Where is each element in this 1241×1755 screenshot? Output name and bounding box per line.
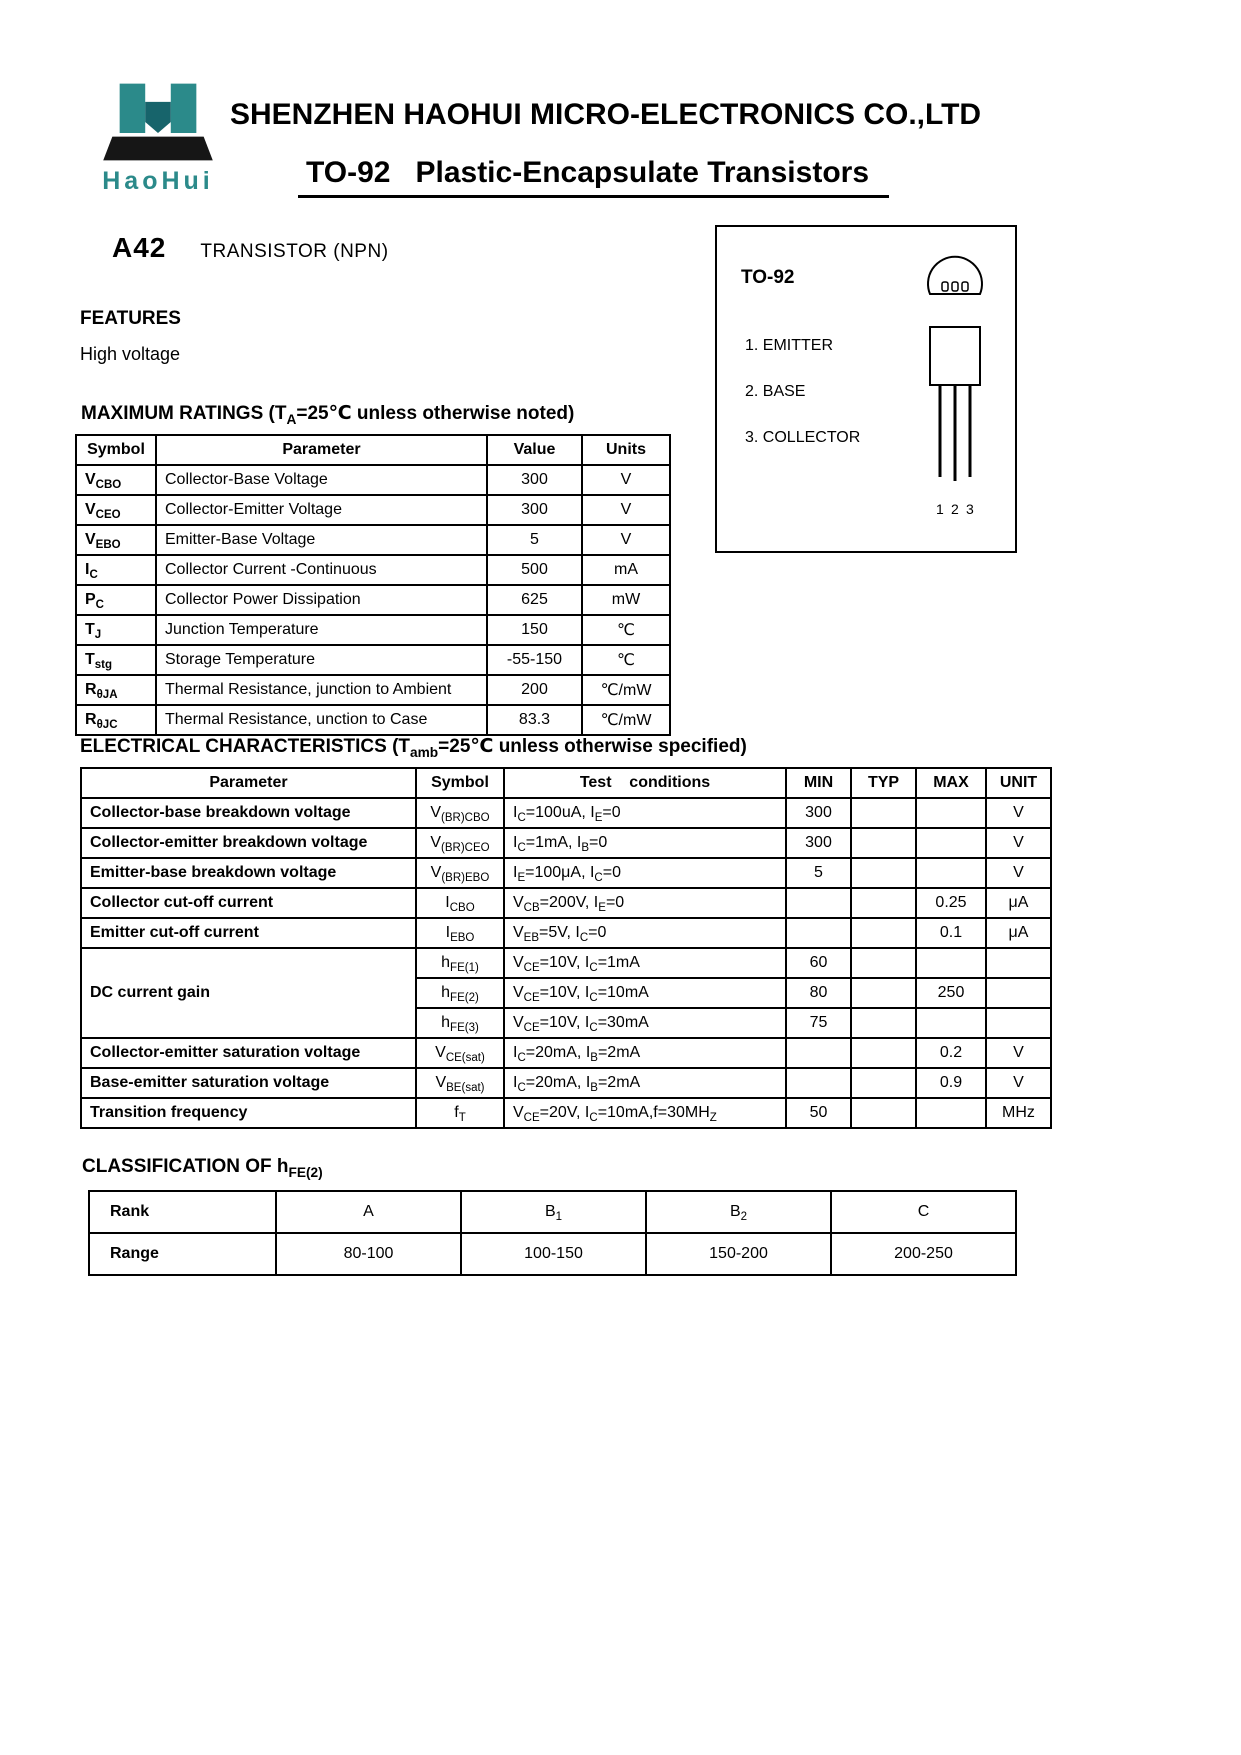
to92-outline-icon bbox=[903, 249, 1003, 499]
unit-cell: V bbox=[986, 1038, 1051, 1068]
table-row bbox=[76, 615, 670, 645]
parameter-cell: Thermal Resistance, junction to Ambient bbox=[156, 675, 487, 705]
features-section bbox=[80, 308, 181, 365]
unit-cell: V bbox=[986, 1068, 1051, 1098]
parameter-cell: Storage Temperature bbox=[156, 645, 487, 675]
package-outline-box bbox=[715, 225, 1017, 553]
symbol-cell: $T_J$ bbox=[76, 615, 156, 645]
parameter-cell: Collector-base breakdown voltage bbox=[81, 798, 416, 828]
typ-cell bbox=[851, 948, 916, 978]
pin-list bbox=[745, 337, 860, 475]
range-label-cell: Range bbox=[89, 1233, 276, 1275]
typ-cell bbox=[851, 888, 916, 918]
conditions-cell: $I_C=20mA$, $I_B=2mA$ bbox=[504, 1038, 786, 1068]
value-cell: 625 bbox=[487, 585, 582, 615]
min-cell: 300 bbox=[786, 798, 851, 828]
typ-cell bbox=[851, 828, 916, 858]
pin-item-base: 2. BASE bbox=[745, 383, 806, 400]
parameter-cell: Emitter-Base Voltage bbox=[156, 525, 487, 555]
rank-label-cell: Rank bbox=[89, 1191, 276, 1233]
min-cell bbox=[786, 1068, 851, 1098]
min-cell: 50 bbox=[786, 1098, 851, 1128]
rank-cell: C bbox=[831, 1191, 1016, 1233]
parameter-cell: Thermal Resistance, unction to Case bbox=[156, 705, 487, 735]
electrical-characteristics-title: ELECTRICAL CHARACTERISTICS ($T_{amb}=25℃$ unless otherwise specified) bbox=[80, 736, 747, 760]
parameter-cell: Collector-emitter saturation voltage bbox=[81, 1038, 416, 1068]
table-row bbox=[76, 495, 670, 525]
symbol-cell: $T_{stg}$ bbox=[76, 645, 156, 675]
table-row bbox=[76, 525, 670, 555]
value-cell: -55-150 bbox=[487, 645, 582, 675]
value-cell: 200 bbox=[487, 675, 582, 705]
typ-cell bbox=[851, 798, 916, 828]
table-row bbox=[81, 1038, 1051, 1068]
typ-cell bbox=[851, 978, 916, 1008]
table-header-row bbox=[89, 1191, 1016, 1233]
parameter-cell: Collector Current -Continuous bbox=[156, 555, 487, 585]
conditions-cell: $I_C=20mA$, $I_B=2mA$ bbox=[504, 1068, 786, 1098]
max-cell: 250 bbox=[916, 978, 986, 1008]
parameter-cell: Base-emitter saturation voltage bbox=[81, 1068, 416, 1098]
value-cell: 5 bbox=[487, 525, 582, 555]
typ-cell bbox=[851, 918, 916, 948]
table-row bbox=[81, 798, 1051, 828]
parameter-cell: Collector Power Dissipation bbox=[156, 585, 487, 615]
company-logo bbox=[90, 80, 226, 196]
pin-item-emitter: 1. EMITTER bbox=[745, 337, 834, 354]
part-header bbox=[112, 232, 389, 264]
unit-cell bbox=[986, 1008, 1051, 1038]
table-header-row bbox=[76, 435, 670, 465]
typ-cell bbox=[851, 1098, 916, 1128]
symbol-cell: $V_{(BR)EBO}$ bbox=[416, 858, 504, 888]
unit-cell: V bbox=[986, 858, 1051, 888]
rank-cell: A bbox=[276, 1191, 461, 1233]
electrical-characteristics-table bbox=[80, 767, 1052, 1129]
max-cell bbox=[916, 948, 986, 978]
conditions-cell: $V_{CE}=10V$, $I_C=10mA$ bbox=[504, 978, 786, 1008]
parameter-cell: Collector-Emitter Voltage bbox=[156, 495, 487, 525]
units-cell: ℃/mW bbox=[582, 705, 670, 735]
classification-section bbox=[82, 1156, 1017, 1276]
symbol-cell: $V_{BE(sat)}$ bbox=[416, 1068, 504, 1098]
symbol-cell: $h_{FE(2)}$ bbox=[416, 978, 504, 1008]
units-cell: V bbox=[582, 465, 670, 495]
features-title: FEATURES bbox=[80, 308, 181, 329]
unit-cell: μA bbox=[986, 918, 1051, 948]
classification-title: CLASSIFICATION OF $h_{FE(2)}$ bbox=[82, 1156, 323, 1180]
maximum-ratings-section bbox=[75, 402, 671, 736]
package-name: TO-92 bbox=[741, 267, 795, 288]
units-cell: V bbox=[582, 495, 670, 525]
min-cell: 80 bbox=[786, 978, 851, 1008]
max-cell: 0.25 bbox=[916, 888, 986, 918]
parameter-cell: Collector-emitter breakdown voltage bbox=[81, 828, 416, 858]
units-cell: mW bbox=[582, 585, 670, 615]
column-header-max: MAX bbox=[916, 768, 986, 798]
parameter-cell: Collector-Base Voltage bbox=[156, 465, 487, 495]
conditions-cell: $V_{CE}=10V$, $I_C=30mA$ bbox=[504, 1008, 786, 1038]
unit-cell: V bbox=[986, 828, 1051, 858]
table-row bbox=[76, 645, 670, 675]
typ-cell bbox=[851, 1038, 916, 1068]
haohui-logo-icon bbox=[102, 80, 214, 164]
electrical-characteristics-section bbox=[80, 735, 1052, 1129]
table-row bbox=[89, 1233, 1016, 1275]
unit-cell: V bbox=[986, 798, 1051, 828]
conditions-cell: $I_C=100uA$, $I_E=0$ bbox=[504, 798, 786, 828]
min-cell: 300 bbox=[786, 828, 851, 858]
table-row bbox=[81, 918, 1051, 948]
range-cell: 100-150 bbox=[461, 1233, 646, 1275]
symbol-cell: $f_T$ bbox=[416, 1098, 504, 1128]
symbol-cell: $h_{FE(1)}$ bbox=[416, 948, 504, 978]
unit-cell bbox=[986, 978, 1051, 1008]
symbol-cell: $R_{\theta JA}$ bbox=[76, 675, 156, 705]
column-header-units: Units bbox=[582, 435, 670, 465]
part-type: TRANSISTOR (NPN) bbox=[200, 241, 389, 262]
typ-cell bbox=[851, 858, 916, 888]
range-cell: 200-250 bbox=[831, 1233, 1016, 1275]
table-row bbox=[81, 948, 1051, 978]
table-row bbox=[76, 705, 670, 735]
symbol-cell: $V_{(BR)CBO}$ bbox=[416, 798, 504, 828]
max-cell bbox=[916, 828, 986, 858]
column-header-min: MIN bbox=[786, 768, 851, 798]
units-cell: ℃ bbox=[582, 615, 670, 645]
parameter-cell: Collector cut-off current bbox=[81, 888, 416, 918]
pin-number-1: 1 bbox=[936, 501, 944, 517]
unit-cell: μA bbox=[986, 888, 1051, 918]
max-cell: 0.9 bbox=[916, 1068, 986, 1098]
symbol-cell: $I_{CBO}$ bbox=[416, 888, 504, 918]
max-cell bbox=[916, 1008, 986, 1038]
table-row bbox=[76, 585, 670, 615]
conditions-cell: $V_{CE}=20V$, $I_C=10mA,f=30MH_Z$ bbox=[504, 1098, 786, 1128]
min-cell bbox=[786, 888, 851, 918]
conditions-cell: $V_{EB}=5V$, $I_C=0$ bbox=[504, 918, 786, 948]
pin-number-2: 2 bbox=[951, 501, 959, 517]
min-cell bbox=[786, 918, 851, 948]
min-cell bbox=[786, 1038, 851, 1068]
table-row bbox=[81, 1098, 1051, 1128]
company-name: SHENZHEN HAOHUI MICRO-ELECTRONICS CO.,LTD bbox=[230, 98, 982, 131]
max-cell bbox=[916, 858, 986, 888]
min-cell: 75 bbox=[786, 1008, 851, 1038]
to92-package-drawing bbox=[903, 249, 1003, 545]
value-cell: 300 bbox=[487, 495, 582, 525]
column-header-symbol: Symbol bbox=[76, 435, 156, 465]
symbol-cell: $R_{\theta JC}$ bbox=[76, 705, 156, 735]
maximum-ratings-title: MAXIMUM RATINGS ($T_A=25℃$ unless otherwise noted) bbox=[81, 403, 575, 427]
table-row bbox=[81, 858, 1051, 888]
column-header-parameter: Parameter bbox=[81, 768, 416, 798]
column-header-typ: TYP bbox=[851, 768, 916, 798]
classification-table bbox=[88, 1190, 1017, 1276]
range-cell: 150-200 bbox=[646, 1233, 831, 1275]
typ-cell bbox=[851, 1008, 916, 1038]
table-row bbox=[76, 675, 670, 705]
conditions-cell: $I_C=1mA$, $I_B=0$ bbox=[504, 828, 786, 858]
column-header-value: Value bbox=[487, 435, 582, 465]
pin-number-labels bbox=[903, 501, 1003, 519]
parameter-cell-dc-current-gain: DC current gain bbox=[81, 948, 416, 1038]
rank-cell: $B_1$ bbox=[461, 1191, 646, 1233]
units-cell: V bbox=[582, 525, 670, 555]
table-row bbox=[81, 1068, 1051, 1098]
column-header-symbol: Symbol bbox=[416, 768, 504, 798]
max-cell: 0.1 bbox=[916, 918, 986, 948]
symbol-cell: $P_C$ bbox=[76, 585, 156, 615]
logo-text: HaoHui bbox=[102, 167, 214, 195]
units-cell: ℃/mW bbox=[582, 675, 670, 705]
symbol-cell: $I_C$ bbox=[76, 555, 156, 585]
table-row bbox=[76, 465, 670, 495]
table-row bbox=[81, 888, 1051, 918]
symbol-cell: $V_{CE(sat)}$ bbox=[416, 1038, 504, 1068]
unit-cell: MHz bbox=[986, 1098, 1051, 1128]
symbol-cell: $V_{EBO}$ bbox=[76, 525, 156, 555]
part-number: A42 bbox=[112, 232, 167, 263]
symbol-cell: $V_{CBO}$ bbox=[76, 465, 156, 495]
conditions-cell: $I_E=100\mu A$, $I_C=0$ bbox=[504, 858, 786, 888]
min-cell: 60 bbox=[786, 948, 851, 978]
max-cell: 0.2 bbox=[916, 1038, 986, 1068]
unit-cell bbox=[986, 948, 1051, 978]
conditions-cell: $V_{CE}=10V$, $I_C=1mA$ bbox=[504, 948, 786, 978]
conditions-cell: $V_{CB}=200V$, $I_E=0$ bbox=[504, 888, 786, 918]
maximum-ratings-table bbox=[75, 434, 671, 736]
document-title: TO-92 Plastic-Encapsulate Transistors bbox=[298, 156, 889, 198]
parameter-cell: Emitter-base breakdown voltage bbox=[81, 858, 416, 888]
pin-item-collector: 3. COLLECTOR bbox=[745, 429, 861, 446]
parameter-cell: Junction Temperature bbox=[156, 615, 487, 645]
pin-number-3: 3 bbox=[966, 501, 974, 517]
table-row bbox=[76, 555, 670, 585]
parameter-cell: Emitter cut-off current bbox=[81, 918, 416, 948]
column-header-test-conditions: Test conditions bbox=[504, 768, 786, 798]
max-cell bbox=[916, 1098, 986, 1128]
column-header-unit: UNIT bbox=[986, 768, 1051, 798]
feature-item: High voltage bbox=[80, 344, 181, 364]
units-cell: ℃ bbox=[582, 645, 670, 675]
value-cell: 500 bbox=[487, 555, 582, 585]
symbol-cell: $V_{(BR)CEO}$ bbox=[416, 828, 504, 858]
rank-cell: $B_2$ bbox=[646, 1191, 831, 1233]
min-cell: 5 bbox=[786, 858, 851, 888]
units-cell: mA bbox=[582, 555, 670, 585]
value-cell: 300 bbox=[487, 465, 582, 495]
typ-cell bbox=[851, 1068, 916, 1098]
symbol-cell: $I_{EBO}$ bbox=[416, 918, 504, 948]
symbol-cell: $h_{FE(3)}$ bbox=[416, 1008, 504, 1038]
table-row bbox=[81, 828, 1051, 858]
table-header-row bbox=[81, 768, 1051, 798]
value-cell: 150 bbox=[487, 615, 582, 645]
symbol-cell: $V_{CEO}$ bbox=[76, 495, 156, 525]
value-cell: 83.3 bbox=[487, 705, 582, 735]
parameter-cell: Transition frequency bbox=[81, 1098, 416, 1128]
range-cell: 80-100 bbox=[276, 1233, 461, 1275]
column-header-parameter: Parameter bbox=[156, 435, 487, 465]
max-cell bbox=[916, 798, 986, 828]
